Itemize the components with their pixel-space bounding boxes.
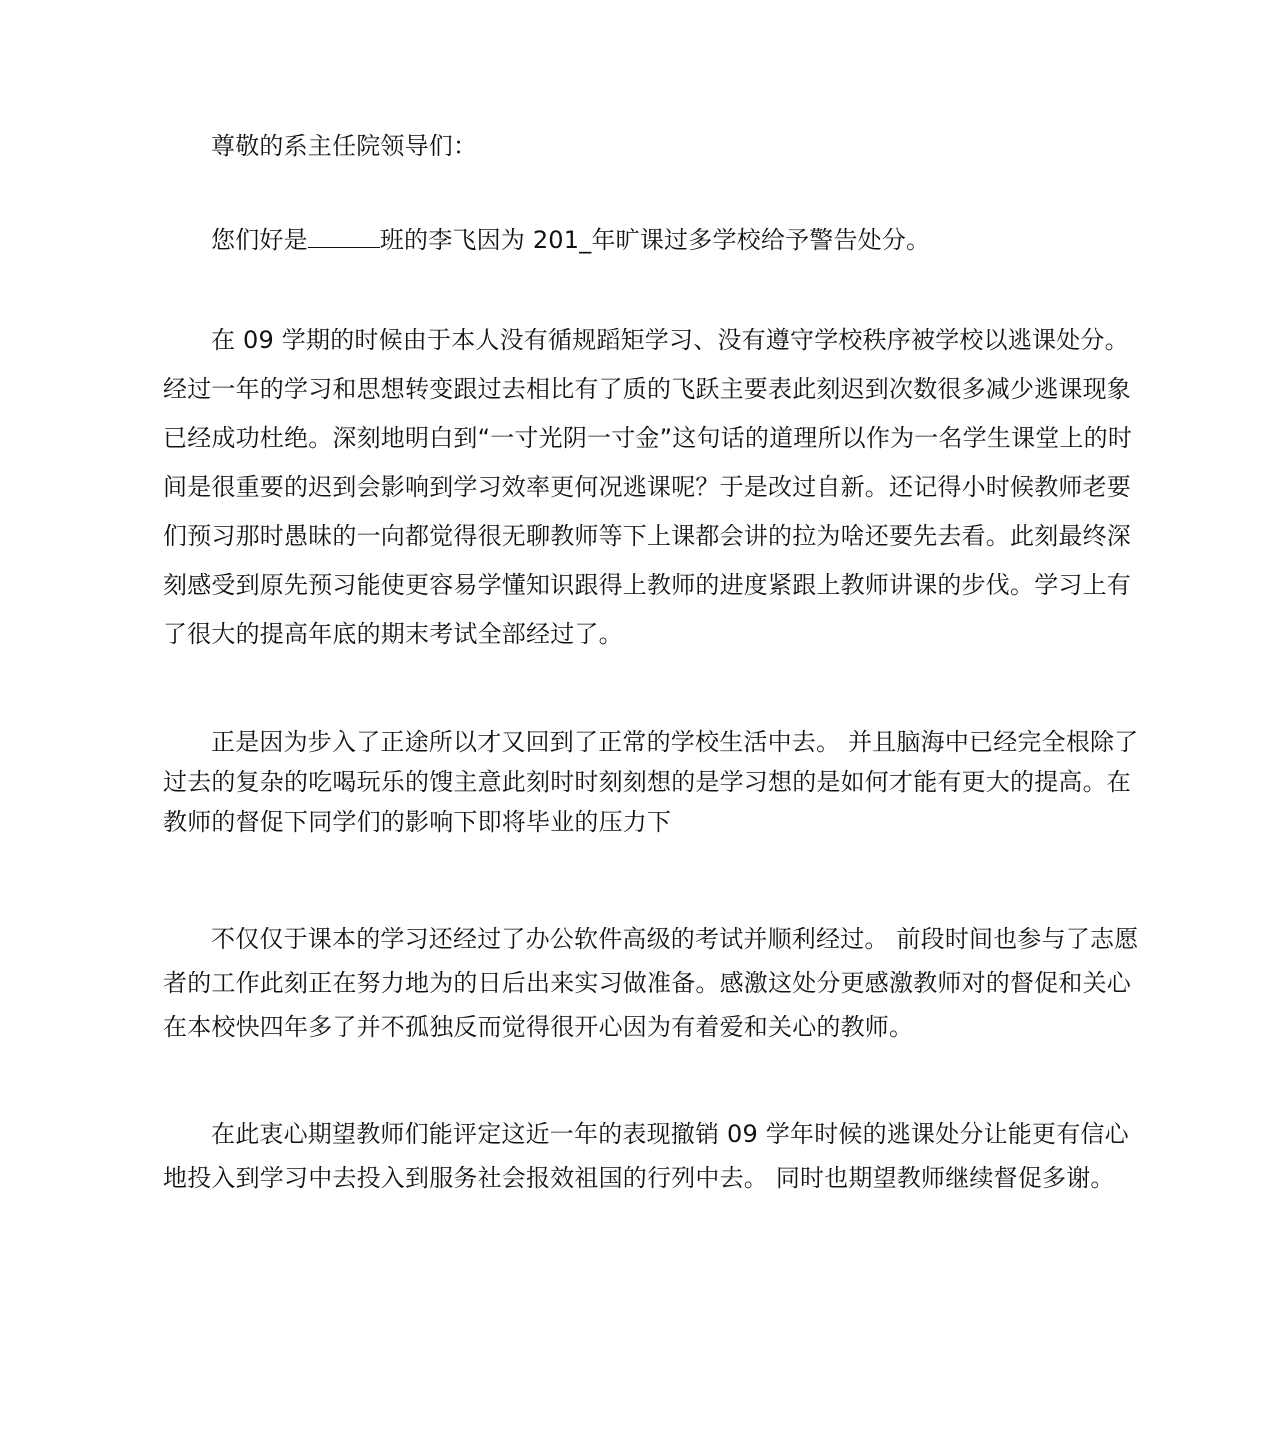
class-name-blank <box>308 225 380 248</box>
paragraph-achievements: 不仅仅于课本的学习还经过了办公软件高级的考试并顺利经过。 前段时间也参与了志愿者的工作此刻正在努力地为的日后出来实习做准备。感激这处分更感激教师对的督促和关心在本校快四年多了并不孤独反而觉得很开心因为有着爱和关心的教师。 <box>163 925 1139 1041</box>
paragraph-greeting <box>163 222 1143 258</box>
greeting-text: 您们好是 <box>211 226 308 254</box>
paragraph-back-on-track: 正是因为步入了正途所以才又回到了正常的学校生活中去。 并且脑海中已经完全根除了过去的复杂的吃喝玩乐的馊主意此刻时时刻刻想的是学习想的是如何才能有更大的提高。在教师的督促下同学们的影响下即将毕业的压力下 <box>163 728 1139 836</box>
paragraph-improvement: 在 09 学期的时候由于本人没有循规蹈矩学习、没有遵守学校秩序被学校以逃课处分。经过一年的学习和思想转变跟过去相比有了质的飞跃主要表此刻迟到次数很多减少逃课现象已经成功杜绝。深刻地明白到“一寸光阴一寸金”这句话的道理所以作为一名学生课堂上的时间是很重要的迟到会影响到学习效率更何况逃课呢？于是改过自新。还记得小时候教师老要们预习那时愚昧的一向都觉得很无聊教师等下上课都会讲的拉为啥还要先去看。此刻最终深刻感受到原先预习能使更容易学懂知识跟得上教师的进度紧跟上教师讲课的步伐。学习上有了很大的提高年底的期末考试全部经过了。 <box>163 326 1133 648</box>
greeting-rest-text: 班的李飞因为 201_年旷课过多学校给予警告处分。 <box>379 226 931 254</box>
paragraph-request: 在此衷心期望教师们能评定这近一年的表现撤销 09 学年时候的逃课处分让能更有信心地投入到学习中去投入到服务社会报效祖国的行列中去。 同时也期望教师继续督促多谢。 <box>163 1120 1129 1192</box>
salutation: 尊敬的系主任院领导们： <box>211 132 478 160</box>
